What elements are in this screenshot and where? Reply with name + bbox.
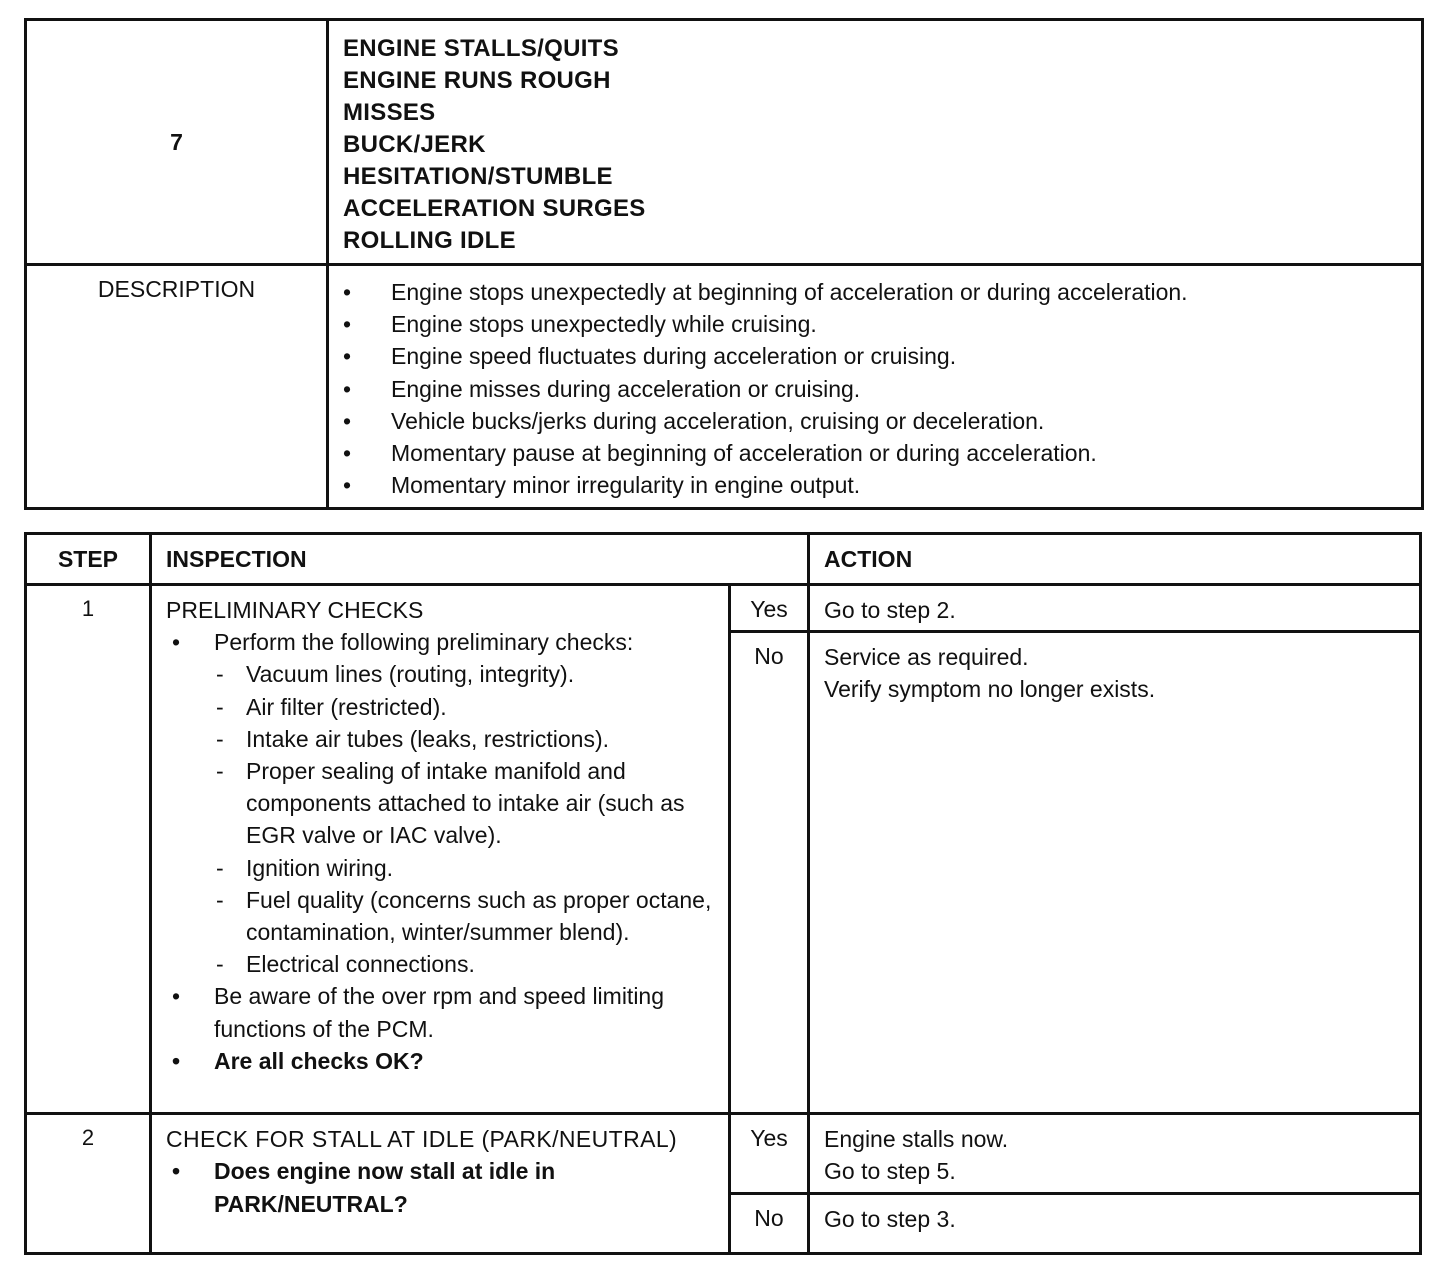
description-text: Vehicle bucks/jerks during acceleration, cruising or deceleration. bbox=[391, 407, 1045, 434]
symptom-title: ACCELERATION SURGES bbox=[343, 195, 646, 222]
inspection-text: Perform the following preliminary checks: bbox=[214, 629, 634, 656]
yes-action bbox=[809, 1114, 1421, 1193]
check-text: Ignition wiring. bbox=[246, 854, 394, 881]
bullet-icon: • bbox=[172, 629, 181, 656]
symptom-number: 7 bbox=[26, 20, 328, 265]
yes-action bbox=[809, 585, 1421, 632]
no-label: No bbox=[730, 1193, 809, 1253]
check-text: Air filter (restricted). bbox=[246, 693, 447, 720]
no-label: No bbox=[730, 632, 809, 1114]
bullet-icon: • bbox=[343, 407, 352, 434]
symptom-title: HESITATION/STUMBLE bbox=[343, 163, 613, 190]
bullet-icon: • bbox=[343, 343, 352, 370]
description-text: Engine stops unexpectedly at beginning of acceleration or during acceleration. bbox=[391, 279, 1188, 305]
symptom-title: ROLLING IDLE bbox=[343, 227, 516, 254]
description-item bbox=[343, 308, 1421, 340]
check-text: Electrical connections. bbox=[246, 951, 475, 978]
dash-icon: - bbox=[216, 725, 224, 752]
description-cell bbox=[328, 265, 1423, 509]
step-number: 1 bbox=[26, 585, 151, 1114]
description-text: Engine stops unexpectedly while cruising. bbox=[391, 311, 817, 338]
step-inspection bbox=[151, 585, 730, 1114]
inspection-bullet bbox=[166, 626, 722, 658]
check-item bbox=[166, 658, 722, 690]
bullet-icon: • bbox=[172, 1047, 181, 1074]
dash-icon: - bbox=[216, 758, 224, 785]
question-text: Are all checks OK? bbox=[214, 1047, 424, 1074]
symptom-table bbox=[24, 18, 1424, 510]
inspection-bullet bbox=[166, 980, 722, 1044]
no-action bbox=[809, 632, 1421, 1114]
bullet-icon: • bbox=[172, 983, 181, 1010]
action-text: Go to step 3. bbox=[824, 1205, 956, 1232]
inspection-header: INSPECTION bbox=[151, 534, 809, 585]
symptom-title: MISSES bbox=[343, 99, 436, 126]
question-text: Does engine now stall at idle in PARK/NEUTRAL? bbox=[214, 1158, 556, 1217]
dash-icon: - bbox=[216, 854, 224, 881]
dash-icon: - bbox=[216, 693, 224, 720]
inspection-question bbox=[166, 1045, 722, 1077]
description-text: Momentary pause at beginning of acceleration or during acceleration. bbox=[391, 440, 1097, 467]
inspection-text: Be aware of the over rpm and speed limiting functions of the PCM. bbox=[214, 983, 665, 1042]
step-title: CHECK FOR STALL AT IDLE (PARK/NEUTRAL) bbox=[166, 1126, 678, 1153]
description-item bbox=[343, 340, 1421, 372]
dash-icon: - bbox=[216, 886, 224, 913]
description-item bbox=[343, 405, 1421, 437]
action-header: ACTION bbox=[809, 534, 1421, 585]
check-item bbox=[166, 852, 722, 884]
description-item bbox=[343, 373, 1421, 405]
action-text: Verify symptom no longer exists. bbox=[824, 676, 1156, 703]
bullet-icon: • bbox=[172, 1158, 181, 1185]
description-label: DESCRIPTION bbox=[26, 265, 328, 509]
symptom-title: ENGINE RUNS ROUGH bbox=[343, 67, 611, 94]
step-number: 2 bbox=[26, 1114, 151, 1253]
symptom-title: BUCK/JERK bbox=[343, 131, 486, 158]
yes-label: Yes bbox=[730, 585, 809, 632]
symptom-titles bbox=[328, 20, 1423, 265]
bullet-icon: • bbox=[343, 472, 352, 499]
inspection-question bbox=[166, 1155, 722, 1219]
step-title: PRELIMINARY CHECKS bbox=[166, 597, 424, 623]
description-item bbox=[343, 276, 1421, 308]
dash-icon: - bbox=[216, 661, 224, 688]
bullet-icon: • bbox=[343, 440, 352, 467]
action-text: Engine stalls now. bbox=[824, 1126, 1009, 1153]
step-inspection bbox=[151, 1114, 730, 1253]
bullet-icon: • bbox=[343, 279, 352, 305]
step-header: STEP bbox=[26, 534, 151, 585]
check-item bbox=[166, 723, 722, 755]
check-text: Proper sealing of intake manifold and components attached to intake air (such as EGR valve or IAC valve). bbox=[246, 758, 685, 849]
check-text: Vacuum lines (routing, integrity). bbox=[246, 661, 575, 688]
description-item bbox=[343, 469, 1421, 501]
check-item bbox=[166, 948, 722, 980]
dash-icon: - bbox=[216, 951, 224, 978]
check-text: Intake air tubes (leaks, restrictions). bbox=[246, 725, 610, 752]
check-item bbox=[166, 884, 722, 948]
check-item bbox=[166, 691, 722, 723]
step-table bbox=[24, 532, 1422, 1255]
description-item bbox=[343, 437, 1421, 469]
description-text: Engine misses during acceleration or cruising. bbox=[391, 375, 861, 402]
description-text: Momentary minor irregularity in engine output. bbox=[391, 472, 861, 499]
check-text: Fuel quality (concerns such as proper octane, contamination, winter/summer blend). bbox=[246, 886, 712, 946]
action-text: Go to step 2. bbox=[824, 597, 956, 623]
check-item bbox=[166, 755, 722, 852]
action-text: Service as required. bbox=[824, 644, 1029, 671]
action-text: Go to step 5. bbox=[824, 1158, 956, 1185]
bullet-icon: • bbox=[343, 311, 352, 338]
description-text: Engine speed fluctuates during acceleration or cruising. bbox=[391, 343, 957, 370]
description-list bbox=[329, 266, 1421, 507]
bullet-icon: • bbox=[343, 375, 352, 402]
yes-label: Yes bbox=[730, 1114, 809, 1193]
no-action bbox=[809, 1193, 1421, 1253]
symptom-title: ENGINE STALLS/QUITS bbox=[343, 35, 619, 62]
